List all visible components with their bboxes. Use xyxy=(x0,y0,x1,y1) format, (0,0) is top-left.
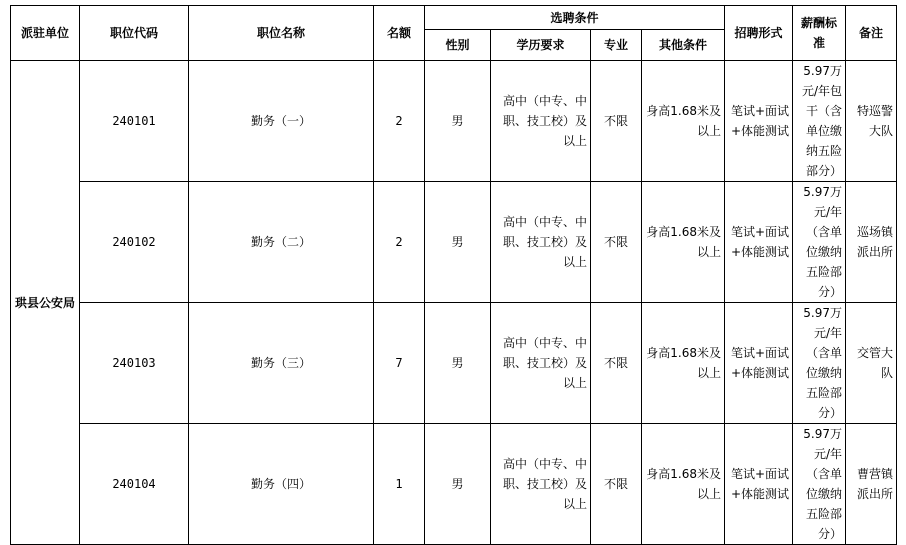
other-condition-value: 身高1.68米及以上 xyxy=(642,61,725,182)
education-value: 高中（中专、中职、技工校）及以上 xyxy=(491,424,591,545)
position-code: 240103 xyxy=(80,303,189,424)
gender-value: 男 xyxy=(425,61,491,182)
header-salary: 薪酬标准 xyxy=(793,6,846,61)
major-value: 不限 xyxy=(591,61,642,182)
education-value: 高中（中专、中职、技工校）及以上 xyxy=(491,303,591,424)
table-row xyxy=(11,303,897,424)
header-gender: 性别 xyxy=(425,30,491,61)
major-value: 不限 xyxy=(591,182,642,303)
gender-value: 男 xyxy=(425,424,491,545)
quota-value: 1 xyxy=(374,424,425,545)
unit-cell: 珙县公安局 xyxy=(11,61,80,545)
header-major: 专业 xyxy=(591,30,642,61)
remark-value: 曹营镇派出所 xyxy=(846,424,897,545)
salary-value: 5.97万元/年（含单位缴纳五险部分） xyxy=(793,424,846,545)
education-value: 高中（中专、中职、技工校）及以上 xyxy=(491,61,591,182)
position-name: 勤务（二） xyxy=(189,182,374,303)
position-code: 240104 xyxy=(80,424,189,545)
major-value: 不限 xyxy=(591,303,642,424)
other-condition-value: 身高1.68米及以上 xyxy=(642,424,725,545)
header-unit: 派驻单位 xyxy=(11,6,80,61)
salary-value: 5.97万元/年（含单位缴纳五险部分） xyxy=(793,182,846,303)
header-form: 招聘形式 xyxy=(725,6,793,61)
quota-value: 2 xyxy=(374,61,425,182)
header-conditions: 选聘条件 xyxy=(425,6,725,30)
gender-value: 男 xyxy=(425,303,491,424)
recruit-form-value: 笔试+面试+体能测试 xyxy=(725,61,793,182)
recruit-form-value: 笔试+面试+体能测试 xyxy=(725,303,793,424)
education-value: 高中（中专、中职、技工校）及以上 xyxy=(491,182,591,303)
gender-value: 男 xyxy=(425,182,491,303)
table-row xyxy=(11,424,897,545)
position-name: 勤务（四） xyxy=(189,424,374,545)
salary-value: 5.97万元/年（含单位缴纳五险部分） xyxy=(793,303,846,424)
header-name: 职位名称 xyxy=(189,6,374,61)
quota-value: 2 xyxy=(374,182,425,303)
remark-value: 巡场镇派出所 xyxy=(846,182,897,303)
position-name: 勤务（三） xyxy=(189,303,374,424)
remark-value: 特巡警大队 xyxy=(846,61,897,182)
header-quota: 名额 xyxy=(374,6,425,61)
header-row-1 xyxy=(11,6,897,30)
recruit-form-value: 笔试+面试+体能测试 xyxy=(725,182,793,303)
header-remark: 备注 xyxy=(846,6,897,61)
table-row xyxy=(11,61,897,182)
other-condition-value: 身高1.68米及以上 xyxy=(642,182,725,303)
recruit-form-value: 笔试+面试+体能测试 xyxy=(725,424,793,545)
major-value: 不限 xyxy=(591,424,642,545)
quota-value: 7 xyxy=(374,303,425,424)
header-code: 职位代码 xyxy=(80,6,189,61)
header-other: 其他条件 xyxy=(642,30,725,61)
position-code: 240101 xyxy=(80,61,189,182)
recruitment-table xyxy=(10,5,897,545)
table-row xyxy=(11,182,897,303)
other-condition-value: 身高1.68米及以上 xyxy=(642,303,725,424)
salary-value: 5.97万元/年包干（含单位缴纳五险部分） xyxy=(793,61,846,182)
position-code: 240102 xyxy=(80,182,189,303)
position-name: 勤务（一） xyxy=(189,61,374,182)
header-education: 学历要求 xyxy=(491,30,591,61)
remark-value: 交管大队 xyxy=(846,303,897,424)
